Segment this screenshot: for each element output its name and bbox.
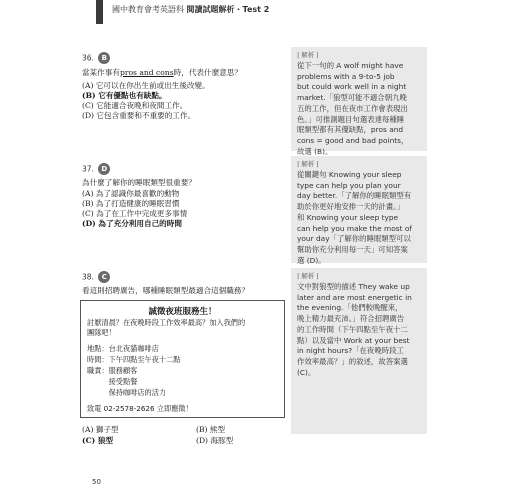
ad-line: 接受點餐 [87, 377, 138, 386]
explain-line: 和 Knowing your sleep type [297, 212, 399, 222]
q36-answer-badge: B [98, 52, 110, 64]
explain-line: 選 (D)。 [297, 255, 326, 265]
explain-line: 五的工作，但在夜市工作會表現出 [297, 103, 408, 113]
q36-number: 36. [82, 53, 94, 63]
q38-answer-badge: C [98, 271, 110, 283]
q38-option-a: (A) 獅子型 [82, 425, 119, 434]
explain-line: (C)。 [297, 367, 316, 377]
header-bar [96, 0, 103, 24]
explain-line: 眠類型都有其優缺點，pros and [297, 125, 404, 135]
q36-option-b: (B) 它有優點也有缺點。 [82, 91, 167, 100]
header-right: 閱讀試題解析・Test 2 [186, 5, 270, 14]
explain-line: your day「了解你的睡眠類型可以 [297, 234, 411, 244]
explain-line: cons = good and bad points， [297, 135, 409, 145]
q38-explain-text [297, 282, 421, 378]
q38-option-b: (B) 熊型 [196, 425, 226, 434]
explain-line: 助於你更好地安排一天的計畫。」 [297, 202, 405, 212]
explain-line: market.「狼型可能不適合朝九晚 [297, 93, 407, 103]
q36-question-pre: 當某作事有 [82, 68, 120, 77]
ad-line: 職責：服務顧客 [87, 366, 138, 375]
q36-heading [82, 52, 110, 64]
q37-question: 為什麼了解你的睡眠類型很重要？ [82, 178, 196, 187]
q38-explanation [291, 268, 427, 434]
ad-line: 時間：下午四點至午夜十二點 [87, 355, 181, 364]
q38-heading [82, 271, 110, 283]
q36-question [82, 68, 242, 78]
explain-line: 文中對狼型的描述 They wake up [297, 282, 410, 291]
q38-option-d: (D) 海豚型 [196, 436, 234, 445]
explain-line: 點）以及當中 Work at your best [297, 335, 410, 345]
job-ad-box [80, 300, 285, 418]
running-header [112, 4, 269, 15]
q36-explain-text [297, 61, 421, 157]
q37-option-d: (D) 為了充分利用自己的時間 [82, 219, 182, 228]
q38-explain-tag: | 解析 | [297, 272, 319, 280]
explain-line: problems with a 9-to-5 job [297, 71, 395, 81]
ad-line: 討厭清晨？在夜晚時段工作效率最高？加入我們的 [87, 318, 246, 327]
ad-line: 地點：台北夜貓咖啡店 [87, 344, 159, 353]
q38-option-c: (C) 狼型 [82, 436, 114, 445]
q36-option-c: (C) 它能適合夜晚和夜間工作。 [82, 101, 188, 110]
q38-question: 看這則招聘廣告，哪種睡眠類型最適合這個職務？ [82, 286, 250, 295]
q37-option-a: (A) 為了認識你最喜歡的動物 [82, 189, 180, 198]
explain-line: the evening.「他們較晚醒來， [297, 303, 403, 313]
ad-line: 團隊吧！ [87, 328, 116, 337]
ad-line: 保持咖啡店的活力 [87, 388, 167, 397]
header-left: 國中教育會考英語科 [112, 5, 184, 14]
q37-explain-tag: | 解析 | [297, 160, 319, 168]
q36-explain-tag: | 解析 | [297, 51, 319, 59]
q37-heading [82, 163, 110, 175]
ad-title: 誠徵夜班服務生！ [148, 307, 217, 317]
q37-explain-text [297, 170, 421, 266]
explain-line: 晚上精力最充沛。」符合招聘廣告 [297, 314, 405, 324]
explain-line: day better.「了解你的睡眠類型有 [297, 191, 412, 201]
q36-option-d: (D) 它包含重要和不重要的工作。 [82, 111, 196, 120]
q37-answer-badge: D [98, 163, 110, 175]
explain-line: later and are most energetic in [297, 292, 412, 302]
explain-line: 作效率最高？」的敘述，故答案選 [297, 356, 408, 366]
q36-option-a: (A) 它可以在你出生前或出生後改變。 [82, 81, 210, 90]
explain-line: 從關鍵句 Knowing your sleep [297, 170, 402, 179]
ad-line: 致電 02-2578-2626 立即應徵！ [87, 404, 193, 413]
q37-number: 37. [82, 164, 94, 174]
explain-line: 從下一句的 A wolf might have [297, 61, 404, 70]
q37-option-b: (B) 為了打造健康的睡眠習慣 [82, 199, 180, 208]
q36-explanation [291, 47, 427, 156]
q37-option-c: (C) 為了在工作中完成更多事情 [82, 209, 188, 218]
explain-line: can help you make the most of [297, 223, 412, 233]
explain-line: 故選 (B)。 [297, 146, 333, 156]
q38-number: 38. [82, 272, 94, 282]
q36-question-term: pros and cons [119, 68, 174, 77]
explain-line: 的工作時間（下午四點至午夜十二 [297, 324, 408, 334]
page-number: 50 [92, 478, 101, 486]
explain-line: type can help you plan your [297, 180, 401, 190]
explain-line: 幫助你充分利用每一天」可知答案 [297, 244, 408, 254]
q37-explanation [291, 156, 427, 263]
explain-line: but could work well in a night [297, 82, 407, 92]
explain-line: 色。」可推測題目句選表達每種睡 [297, 114, 405, 124]
explain-line: in night hours?「在夜晚時段工 [297, 346, 404, 356]
q36-question-post: 時，代表什麼意思？ [173, 68, 242, 77]
